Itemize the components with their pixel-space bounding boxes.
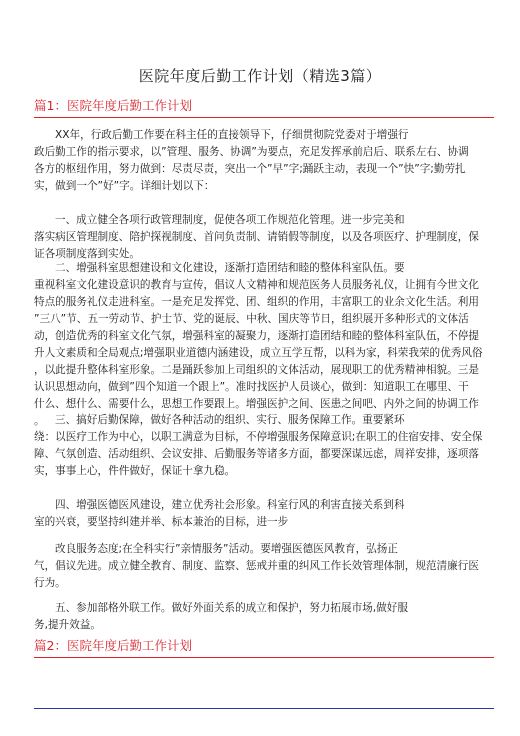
paragraph-line: 三、搞好后勤保障，做好各种活动的组织、实行、服务保障工作。重要紧环 xyxy=(55,414,405,426)
section-divider-2 xyxy=(34,657,494,658)
paragraph-line: 认识思想动向，做到”四个知道一个跟上”。准时找医护人员谈心，做到：知道职工在哪里、干 xyxy=(34,381,469,393)
paragraph-line: 务,提升效益。 xyxy=(34,619,101,631)
paragraph-line: 证各项制度落到实处。 xyxy=(34,248,140,260)
paragraph-4 xyxy=(34,412,494,480)
paragraph-line: 实，事事上心，件件做好，保证十拿九稳。 xyxy=(34,465,236,477)
paragraph-7 xyxy=(34,600,494,634)
paragraph-line: 什么、想什么、需要什么，思想工作要跟上。增强医护之间、医患之间吧、内外之间的协调工作 xyxy=(34,398,479,410)
paragraph-2 xyxy=(34,212,494,263)
paragraph-line: 四、增强医德医风建设，建立优秀社会形象。科室行风的利害直接关系到科 xyxy=(55,499,405,511)
paragraph-line: 一、成立健全各项行政管理制度，促使各项工作规范化管理。进一步完美和 xyxy=(55,214,405,226)
paragraph-line: 室的兴衰，要坚持纠建并举、标本兼治的目标，进一步 xyxy=(34,516,289,528)
paragraph-line: 落实病区管理制度、陪护探视制度、首问负责制、请销假等制度，以及各项医疗、护理制度，保 xyxy=(34,231,479,243)
paragraph-line: 特点的服务礼仪走进科室。一是充足发挥党、团、组织的作用，丰富职工的业余文化生活。利用 xyxy=(34,296,479,308)
paragraph-line: XX年，行政后勤工作要在科主任的直接领导下，仔细贯彻院党委对于增强行 xyxy=(55,129,409,141)
paragraph-3 xyxy=(34,260,494,430)
paragraph-line: ，以此提升整体科室形象。二是踊跃参加上司组织的文体活动，展现职工的优秀精神相貌。三是 xyxy=(34,364,479,376)
paragraph-6 xyxy=(34,541,494,592)
paragraph-line: 绕：以医疗工作为中心，以职工满意为目标，不停增强服务保障意识;在职工的住宿安排、安全保 xyxy=(34,431,483,443)
paragraph-line: 二、增强科室思想建设和文化建设，逐渐打造团结和睦的整体科室队伍。要 xyxy=(55,262,405,274)
paragraph-line: 重视科室文化建设意识的教育与宣传，倡议人文精神和规范医务人员服务礼仪，让拥有今世文化 xyxy=(34,279,479,291)
paragraph-line: 。 xyxy=(34,415,45,427)
paragraph-line: 气，倡议先进。成立健全教育、制度、监察、惩戒并重的纠风工作长效管理体制，规范清廉行医 xyxy=(34,560,479,572)
section-divider-1 xyxy=(34,117,494,118)
section-heading-2: 篇2：医院年度后勤工作计划 xyxy=(34,638,192,653)
paragraph-line: ”三八”节、五一劳动节、护士节、党的诞辰、中秋、国庆等节日，组织展开多种形式的文体活 xyxy=(34,313,469,325)
paragraph-1 xyxy=(34,127,494,195)
paragraph-line: 实，做到一个”好”字。详细计划以下： xyxy=(34,180,215,192)
paragraph-line: 各方的枢纽作用，努力做到：尽责尽责，突出一个”早”字;踊跃主动，表现一个”快”字;勤劳扎 xyxy=(34,163,466,175)
bottom-divider xyxy=(34,708,494,709)
paragraph-line: 改良服务态度;在全科实行”亲情服务”活动。要增强医德医风教育，弘扬正 xyxy=(55,543,398,555)
paragraph-line: 障、气氛创造、活动组织、会议安排、后勤服务等诸多方面，都要深谋远虑，周祥安排，逐项落 xyxy=(34,448,479,460)
paragraph-line: 行为。 xyxy=(34,577,66,589)
document-title: 医院年度后勤工作计划（精选3篇） xyxy=(138,67,382,85)
paragraph-5 xyxy=(34,497,494,531)
section-heading-1: 篇1：医院年度后勤工作计划 xyxy=(34,98,192,113)
paragraph-line: 政后勤工作的指示要求，以”管理、服务、协调”为要点，充足发挥承前启后、联系左右、协调 xyxy=(34,146,469,158)
paragraph-line: 动，创造优秀的科室文化气氛，增强科室的凝聚力，逐渐打造团结和睦的整体科室队伍，不停提 xyxy=(34,330,479,342)
paragraph-line: 升人文素质和全局观点;增强职业道德内涵建设，成立互学互帮，以科为家，科荣我荣的优秀风俗 xyxy=(34,347,483,359)
paragraph-line: 五、参加部格外联工作。做好外面关系的成立和保护，努力拓展市场,做好服 xyxy=(55,602,408,614)
